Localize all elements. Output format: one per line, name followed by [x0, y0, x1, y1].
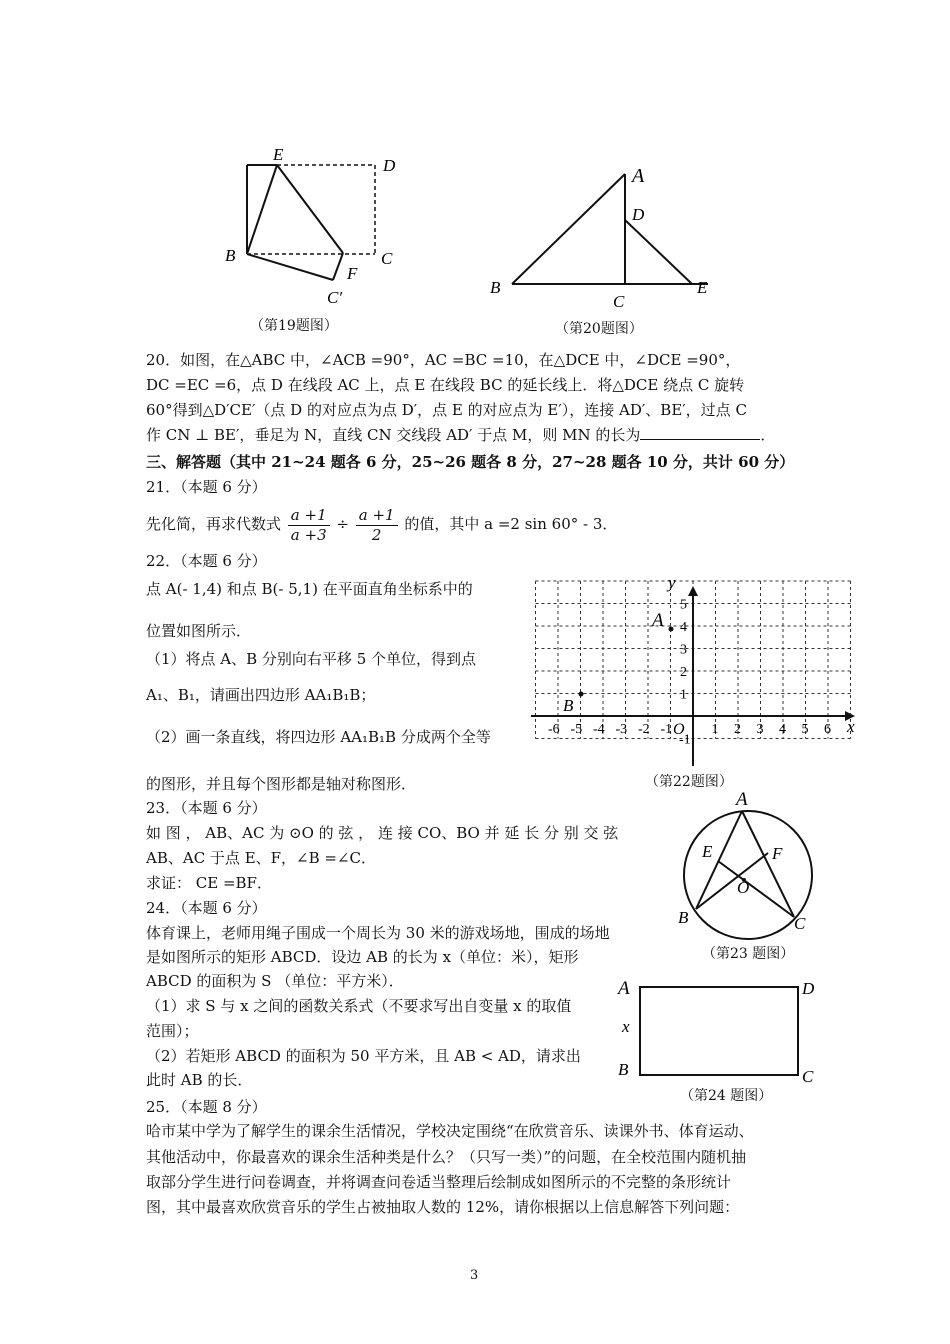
page-number: 3: [470, 1268, 479, 1283]
fig22-x-tick-label: -6: [548, 722, 560, 737]
fig19-label-B: B: [225, 246, 236, 265]
fig22-point-A-dot: [669, 627, 674, 632]
fig24-label-C: C: [802, 1067, 814, 1086]
q21-title: 21．（本题 6 分）: [146, 478, 267, 496]
q21-frac1-numerator: a +1: [288, 506, 330, 526]
fig22-y-tick-label: 5: [680, 597, 687, 613]
fig24-rectangle: [640, 987, 798, 1075]
q20-line-1: 20．如图，在△ABC 中，∠ACB =90°，AC =BC =10，在△DCE 中，∠DCE =90°，: [146, 351, 741, 369]
figure-24: [610, 972, 830, 1087]
fig24-label-B: B: [618, 1060, 629, 1079]
fig23-label-C: C: [794, 914, 806, 933]
fig22-point-B-label: B: [563, 696, 574, 715]
fig19-geometry: [247, 165, 375, 280]
q21-frac2-numerator: a +1: [356, 506, 398, 526]
q25-line-4: 图，其中最喜欢欣赏音乐的学生占被抽取人数的 12%，请你根据以上信息解答下列问题：: [146, 1198, 740, 1216]
fig20-geometry: [512, 174, 708, 284]
fig24-label-A: A: [618, 978, 630, 999]
q22-line-5: （2）画一条直线，将四边形 AA₁B₁B 分成两个全等: [146, 728, 491, 746]
fig22-x-tick-label: 1: [711, 722, 719, 737]
q22-line-1: 点 A(- 1,4) 和点 B(- 5,1) 在平面直角坐标系中的: [146, 580, 473, 598]
fig19-label-E: E: [273, 145, 284, 164]
fig20-label-A: A: [632, 165, 645, 187]
fig22-y-tick-label: 3: [680, 642, 687, 658]
fig20-label-B: B: [490, 278, 501, 297]
fig22-x-axis-label: x: [847, 717, 855, 736]
fig19-label-C-prime: C′: [327, 288, 343, 307]
q21-divide-sign: ÷: [336, 515, 349, 533]
fig20-label-C: C: [613, 292, 625, 311]
fig22-y-tick-label: 2: [680, 665, 687, 680]
fig22-x-tick-label: -4: [593, 722, 605, 737]
q24-line-4: （1）求 S 与 x 之间的函数关系式（不要求写出自变量 x 的取值: [146, 997, 572, 1015]
fig23-caption: （第23 题图）: [702, 946, 795, 962]
q20-line-2: DC =EC =6，点 D 在线段 AC 上，点 E 在线段 BC 的延长线上．将△DCE 绕点 C 旋转: [146, 376, 745, 394]
q21-expression: [146, 502, 617, 546]
fig23-label-O: O: [737, 878, 750, 897]
fig22-x-tick-label: 2: [734, 722, 741, 737]
fig19-label-F: F: [347, 264, 358, 283]
fig23-geometry: [684, 811, 812, 939]
fig24-label-x: x: [622, 1017, 630, 1036]
fig22-x-tick-label: -2: [638, 722, 650, 737]
fig20-label-E: E: [697, 278, 708, 297]
q21-frac1-denominator: a +3: [290, 525, 327, 544]
q24-line-2: 是如图所示的矩形 ABCD．设边 AB 的长为 x（单位：米），矩形: [146, 948, 579, 966]
fig23-label-E: E: [702, 842, 713, 861]
fig23-label-F: F: [772, 844, 783, 863]
q25-line-3: 取部分学生进行问卷调查，并将调查问卷适当整理后绘制成如图所示的不完整的条形统计: [146, 1173, 732, 1191]
q21-fraction-1: [288, 506, 330, 545]
fig22-point-A-label: A: [652, 610, 664, 631]
fig19-label-D: D: [383, 156, 396, 175]
fig22-x-tick-label: 4: [779, 722, 786, 737]
fig22-point-B-dot: [579, 692, 584, 697]
q24-line-6: （2）若矩形 ABCD 的面积为 50 平方米，且 AB < AD，请求出: [146, 1047, 581, 1065]
fig22-x-tick-label: -3: [615, 722, 628, 737]
q21-fraction-2: [356, 506, 398, 545]
fig23-label-B: B: [678, 908, 689, 927]
q21-prefix: 先化简，再求代数式: [146, 515, 282, 533]
q22-line-6: 的图形，并且每个图形都是轴对称图形．: [146, 775, 417, 793]
q22-title: 22．（本题 6 分）: [146, 552, 267, 570]
q24-line-3: ABCD 的面积为 S （单位：平方米）．: [146, 972, 404, 990]
figure-23: [670, 785, 830, 945]
fig22-y-tick-label: -1: [679, 732, 691, 748]
fig19-label-C: C: [381, 249, 393, 268]
fig22-x-tick-label: 5: [801, 722, 809, 737]
q23-title: 23．（本题 6 分）: [146, 799, 267, 817]
fig22-x-tick-label: 6: [824, 722, 831, 737]
fig20-label-D: D: [632, 205, 645, 224]
q20-line-4-text: 作 CN ⊥ BE′，垂足为 N，直线 CN 交线段 AD′ 于点 M，则 MN 的长为: [146, 426, 641, 444]
q22-line-2: 位置如图所示．: [146, 622, 252, 640]
q20-answer-blank[interactable]: [640, 425, 760, 440]
q20-line-3: 60°得到△D′CE′（点 D 的对应点为点 D′，点 E 的对应点为 E′），连接 AD′、BE′，过点 C: [146, 401, 747, 419]
figure-22-grid: [525, 570, 870, 770]
q23-line-3: 求证： CE =BF．: [146, 874, 272, 892]
q22-line-3: （1）将点 A、B 分别向右平移 5 个单位，得到点: [146, 650, 477, 668]
q22-line-4: A₁、B₁，请画出四边形 AA₁B₁B；: [146, 686, 376, 704]
fig22-x-tick-label: 3: [756, 722, 764, 737]
q25-title: 25．（本题 8 分）: [146, 1098, 267, 1116]
q23-line-1: 如 图 ， AB、AC 为 ⊙O 的 弦 ， 连 接 CO、BO 并 延 长 分 别 交 弦: [146, 824, 619, 842]
q25-line-2: 其他活动中，你最喜欢的课余生活种类是什么？（只写一类）”的问题，在全校范围内随机抽: [146, 1148, 747, 1166]
fig22-x-tick-label: -1: [660, 722, 673, 737]
q24-line-1: 体育课上，老师用绳子围成一个周长为 30 米的游戏场地，围成的场地: [146, 924, 610, 942]
fig24-caption: （第24 题图）: [680, 1088, 773, 1104]
figure-20: [480, 160, 730, 320]
q25-line-1: 哈市某中学为了解学生的课余生活情况，学校决定围绕“在欣赏音乐、读课外书、体育运动、: [146, 1122, 754, 1140]
figure-19: [215, 140, 415, 312]
fig22-origin-label: O: [673, 721, 685, 738]
fig22-y-tick-label: 4: [680, 620, 687, 635]
fig23-label-A: A: [736, 789, 748, 810]
fig20-caption: （第20题图）: [555, 321, 643, 337]
q21-frac2-denominator: 2: [371, 525, 382, 544]
fig22-x-tick-label: -5: [570, 722, 583, 737]
q21-suffix: 的值，其中 a =2 sin 60° - 3．: [404, 515, 618, 533]
q20-line-4: 作 CN ⊥ BE′，垂足为 N，直线 CN 交线段 AD′ 于点 M，则 MN 的长为 ．: [146, 426, 776, 444]
q24-line-5: 范围）；: [146, 1022, 199, 1040]
fig24-label-D: D: [802, 979, 815, 998]
fig22-y-axis-label: y: [668, 573, 676, 592]
fig22-caption: （第22题图）: [645, 774, 733, 790]
fig22-y-tick-label: 1: [680, 687, 687, 703]
section-3-heading: 三、解答题（其中 21~24 题各 6 分，25~26 题各 8 分，27~28 题各 10 分，共计 60 分）: [146, 453, 795, 471]
q24-title: 24．（本题 6 分）: [146, 899, 267, 917]
fig19-caption: （第19题图）: [250, 318, 338, 334]
q24-line-7: 此时 AB 的长．: [146, 1071, 253, 1089]
q23-line-2: AB、AC 于点 E、F，∠B =∠C．: [146, 849, 377, 867]
